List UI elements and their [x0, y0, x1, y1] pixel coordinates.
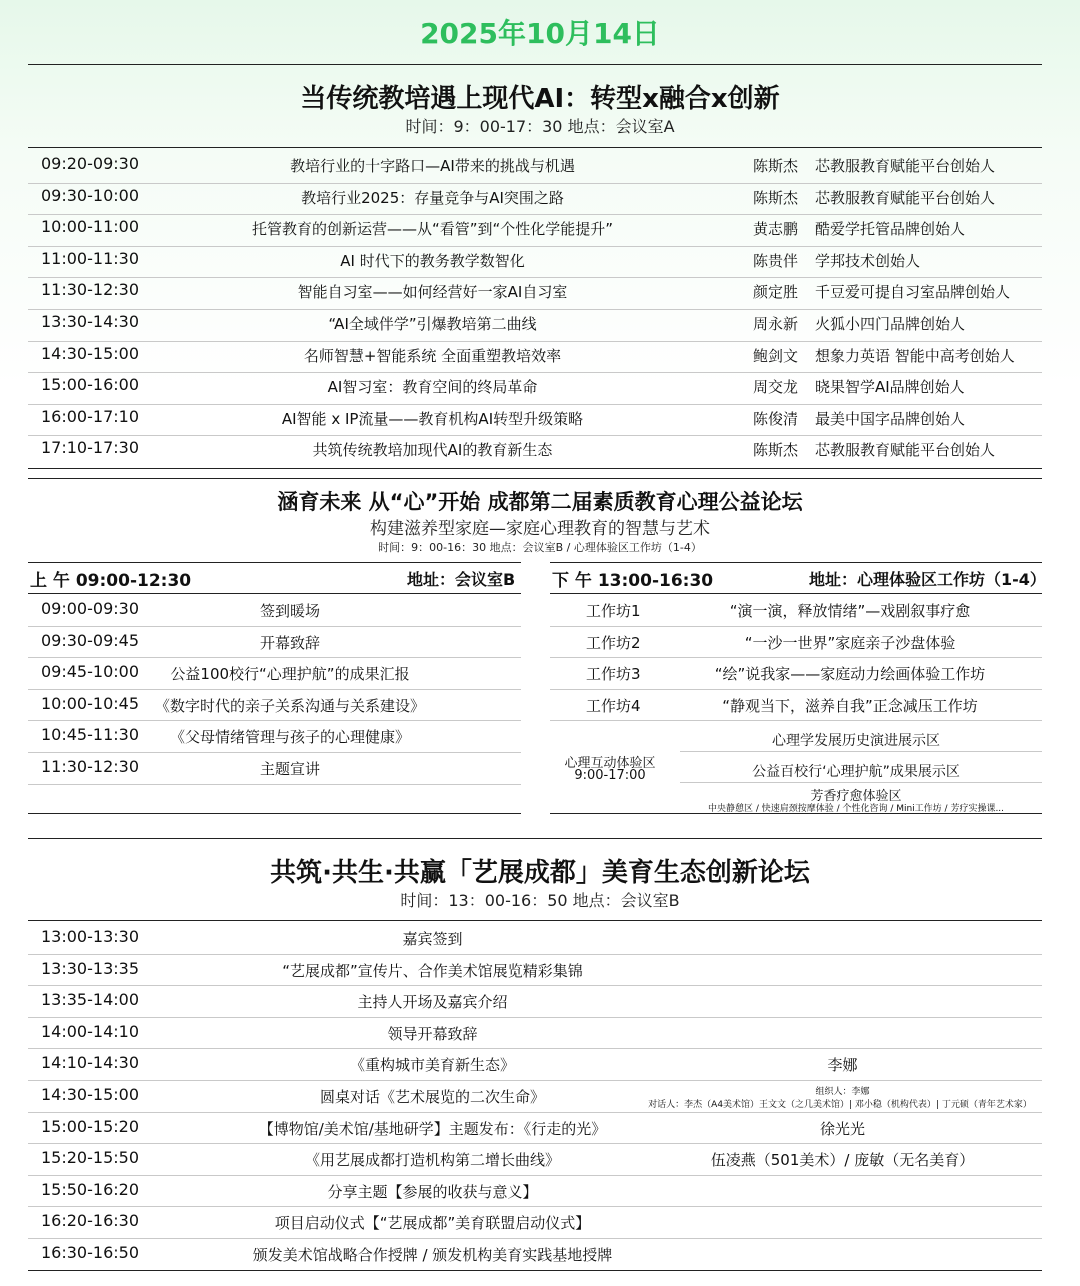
- row-topic: 托管教育的创新运营——从“看管”到“个性化学能提升”: [251, 220, 614, 239]
- row-topic: 教培行业2025：存量竞争与AI突围之路: [301, 188, 564, 207]
- row-topic: 主题宣讲: [259, 760, 320, 778]
- row-divider: [28, 689, 521, 690]
- zone-note: 中央静憩区 / 快速肩颈按摩体验 / 个性化咨询 / Mini工作坊 / 芳疗实操课...: [707, 804, 1005, 814]
- row-time: 15:20-15:50: [41, 1148, 139, 1168]
- speaker-name: 周交龙: [753, 378, 799, 397]
- speaker-name: 颜定胜: [753, 283, 799, 302]
- row-divider: [28, 1017, 1042, 1018]
- divider: [550, 593, 1042, 594]
- row-divider: [28, 1048, 1042, 1049]
- row-topic: 项目启动仪式【“艺展成都”美育联盟启动仪式】: [274, 1214, 591, 1233]
- row-time: 14:00-14:10: [41, 1021, 139, 1041]
- workshop-label: 工作坊2: [586, 633, 641, 652]
- row-divider: [28, 214, 1042, 215]
- row-time: 09:30-09:45: [41, 630, 139, 650]
- row-divider: [28, 1206, 1042, 1207]
- row-time: 14:10-14:30: [41, 1053, 139, 1073]
- divider: [28, 64, 1042, 65]
- row-topic: 签到暖场: [259, 602, 320, 620]
- row-topic: “绘”说我家——家庭动力绘画体验工作坊: [714, 665, 986, 684]
- row-topic: 领导开幕致辞: [387, 1024, 478, 1043]
- row-divider: [680, 782, 1042, 783]
- row-topic: 主持人开场及嘉宾介绍: [357, 993, 508, 1012]
- speaker-role: 火狐小四门品牌创始人: [815, 315, 966, 333]
- row-divider: [28, 784, 521, 785]
- speaker-role: 芯教服教育赋能平台创始人: [815, 157, 996, 175]
- row-topic: 开幕致辞: [259, 633, 320, 652]
- divider: [28, 813, 521, 814]
- row-time: 16:20-16:30: [41, 1211, 139, 1231]
- speaker-name: 黄志鹏: [753, 220, 799, 239]
- speaker-name: 陈斯杰: [753, 441, 799, 460]
- section2-title: 涵育未来 从“心”开始 成都第二届素质教育心理公益论坛: [277, 490, 803, 514]
- row-divider: [28, 372, 1042, 373]
- row-topic: 分享主题【参展的收获与意义】: [327, 1182, 538, 1201]
- divider: [28, 562, 521, 563]
- divider: [28, 838, 1042, 839]
- row-time: 10:00-10:45: [41, 693, 139, 713]
- row-topic: 嘉宾签到: [402, 930, 463, 948]
- row-divider: [680, 751, 1042, 752]
- speaker-name: 周永新: [753, 315, 799, 333]
- row-time: 13:35-14:00: [41, 990, 139, 1010]
- am-label: 上 午 09:00-12:30: [30, 571, 192, 591]
- row-guest: 李娜: [827, 1056, 858, 1075]
- row-time: 13:00-13:30: [41, 927, 139, 946]
- row-time: 16:30-16:50: [41, 1243, 139, 1262]
- row-topic: “艺展成都”宣传片、合作美术馆展览精彩集锦: [282, 961, 583, 980]
- row-topic: AI智习室：教育空间的终局革命: [327, 378, 538, 397]
- section1-info: 时间：9：00-17：30 地点：会议室A: [405, 117, 675, 136]
- section1-title: 当传统教培遇上现代AI：转型x融合x创新: [300, 84, 780, 114]
- row-divider: [28, 985, 1042, 986]
- row-topic: 智能自习室——如何经营好一家AI自习室: [297, 283, 568, 302]
- section2-info: 时间：9：00-16：30 地点：会议室B / 心理体验区工作坊（1-4）: [378, 541, 702, 554]
- speaker-role: 晓果智学AI品牌创始人: [815, 378, 965, 397]
- speaker-name: 陈贵伴: [753, 251, 799, 270]
- row-divider: [28, 309, 1042, 310]
- row-time: 11:30-12:30: [41, 280, 139, 300]
- row-divider: [28, 1112, 1042, 1113]
- row-topic: 公益100校行“心理护航”的成果汇报: [170, 665, 410, 684]
- row-topic: 【博物馆/美术馆/基地研学】主题发布：《行走的光》: [258, 1119, 607, 1138]
- speaker-role: 想象力英语 智能中高考创始人: [815, 346, 1015, 365]
- speaker-name: 陈斯杰: [753, 188, 799, 207]
- speaker-role: 最美中国字品牌创始人: [815, 409, 966, 428]
- row-divider: [550, 720, 1042, 721]
- row-time: 09:20-09:30: [41, 154, 139, 173]
- row-divider: [550, 626, 1042, 627]
- speaker-name: 陈俊清: [753, 409, 799, 428]
- row-topic: 《重构城市美育新生态》: [349, 1056, 515, 1075]
- row-time: 10:45-11:30: [41, 725, 139, 745]
- row-time: 09:00-09:30: [41, 599, 139, 618]
- row-divider: [28, 954, 1042, 955]
- section3-info: 时间：13：00-16：50 地点：会议室B: [400, 891, 680, 910]
- row-divider: [28, 752, 521, 753]
- section2-subtitle: 构建滋养型家庭—家庭心理教育的智慧与艺术: [370, 519, 710, 539]
- row-divider: [28, 341, 1042, 342]
- divider: [28, 920, 1042, 921]
- row-topic: 颁发美术馆战略合作授牌 / 颁发机构美育实践基地授牌: [252, 1246, 613, 1264]
- workshop-label: 工作坊4: [586, 696, 641, 715]
- divider: [550, 813, 1042, 814]
- speaker-name: 陈斯杰: [753, 157, 799, 175]
- workshop-label: 工作坊1: [586, 602, 641, 620]
- zone-item: 公益百校行‘心理护航”成果展示区: [752, 764, 960, 780]
- row-time: 16:00-17:10: [41, 406, 139, 426]
- row-guest: 徐光光: [819, 1119, 865, 1138]
- row-divider: [28, 1143, 1042, 1144]
- zone-label: 心理互动体验区: [564, 756, 656, 771]
- row-divider: [28, 1175, 1042, 1176]
- am-place: 地址：会议室B: [407, 570, 516, 589]
- row-topic: 名师智慧+智能系统 全面重塑教培效率: [303, 346, 562, 365]
- speaker-role: 千豆爱可提自习室品牌创始人: [815, 283, 1011, 302]
- zone-item: 芳香疗愈体验区: [810, 789, 902, 804]
- row-time: 13:30-13:35: [41, 958, 139, 978]
- row-time: 09:30-10:00: [41, 185, 139, 205]
- row-time: 09:45-10:00: [41, 662, 139, 682]
- row-divider: [28, 657, 521, 658]
- row-topic: “静观当下，滋养自我”正念减压工作坊: [722, 696, 978, 715]
- row-guest: 伍凌燕（501美术）/ 庞敏（无名美育）: [710, 1151, 975, 1170]
- row-divider: [28, 277, 1042, 278]
- row-divider: [28, 626, 521, 627]
- divider: [28, 468, 1042, 469]
- row-topic: 教培行业的十字路口—AI带来的挑战与机遇: [290, 157, 575, 175]
- row-dialog: 对话人：李杰（A4美术馆）王文文（之几美术馆）| 邓小稳（机构代表）| 丁元硕（青年艺术家）: [648, 1100, 1032, 1110]
- divider: [28, 147, 1042, 148]
- row-topic: AI 时代下的教务教学数智化: [340, 251, 525, 270]
- row-divider: [28, 246, 1042, 247]
- speaker-role: 酷爱学托管品牌创始人: [815, 220, 966, 239]
- divider: [28, 593, 521, 594]
- row-time: 10:00-11:00: [41, 217, 139, 237]
- row-organizer: 组织人：李娜: [815, 1087, 870, 1097]
- row-divider: [28, 1080, 1042, 1081]
- divider: [28, 478, 1042, 479]
- row-divider: [28, 720, 521, 721]
- speaker-name: 鲍剑文: [753, 346, 799, 365]
- row-topic: 《用艺展成都打造机构第二增长曲线》: [304, 1151, 560, 1170]
- divider: [28, 1270, 1042, 1271]
- row-divider: [550, 689, 1042, 690]
- speaker-role: 芯教服教育赋能平台创始人: [815, 188, 996, 207]
- row-topic: “一沙一世界”家庭亲子沙盘体验: [744, 633, 956, 652]
- workshop-label: 工作坊3: [586, 665, 641, 684]
- row-topic: “AI全域伴学”引爆教培第二曲线: [328, 315, 537, 333]
- row-time: 11:00-11:30: [41, 248, 139, 268]
- row-topic: 共筑传统教培加现代AI的教育新生态: [312, 441, 553, 460]
- row-divider: [28, 404, 1042, 405]
- pm-label: 下 午 13:00-16:30: [552, 571, 714, 591]
- zone-time: 9:00-17:00: [574, 768, 646, 783]
- row-time: 15:00-15:20: [41, 1116, 139, 1136]
- speaker-role: 芯教服教育赋能平台创始人: [815, 441, 996, 460]
- row-topic: 《父母情绪管理与孩子的心理健康》: [169, 728, 410, 747]
- row-topic: AI智能 x IP流量——教育机构AI转型升级策略: [281, 409, 584, 428]
- row-time: 13:30-14:30: [41, 312, 139, 331]
- divider: [550, 562, 1042, 563]
- speaker-role: 学邦技术创始人: [815, 251, 921, 270]
- pm-place: 地址：心理体验区工作坊（1-4）: [809, 570, 1046, 589]
- row-topic: “演一演，释放情绪”—戏剧叙事疗愈: [729, 602, 971, 620]
- row-divider: [28, 183, 1042, 184]
- row-topic: 《数字时代的亲子关系沟通与关系建设》: [154, 696, 425, 715]
- section3-title: 共筑·共生·共赢「艺展成都」美育生态创新论坛: [270, 858, 810, 888]
- event-date: 2025年10月14日: [420, 17, 660, 50]
- row-divider: [550, 657, 1042, 658]
- row-time: 14:30-15:00: [41, 343, 139, 363]
- row-time: 17:10-17:30: [41, 438, 139, 458]
- row-time: 14:30-15:00: [41, 1085, 139, 1104]
- zone-item: 心理学发展历史演进展示区: [772, 733, 940, 749]
- row-time: 11:30-12:30: [41, 757, 139, 776]
- row-divider: [28, 1238, 1042, 1239]
- row-time: 15:00-16:00: [41, 375, 139, 395]
- row-time: 15:50-16:20: [41, 1179, 139, 1199]
- row-divider: [28, 435, 1042, 436]
- row-topic: 圆桌对话《艺术展览的二次生命》: [319, 1088, 545, 1106]
